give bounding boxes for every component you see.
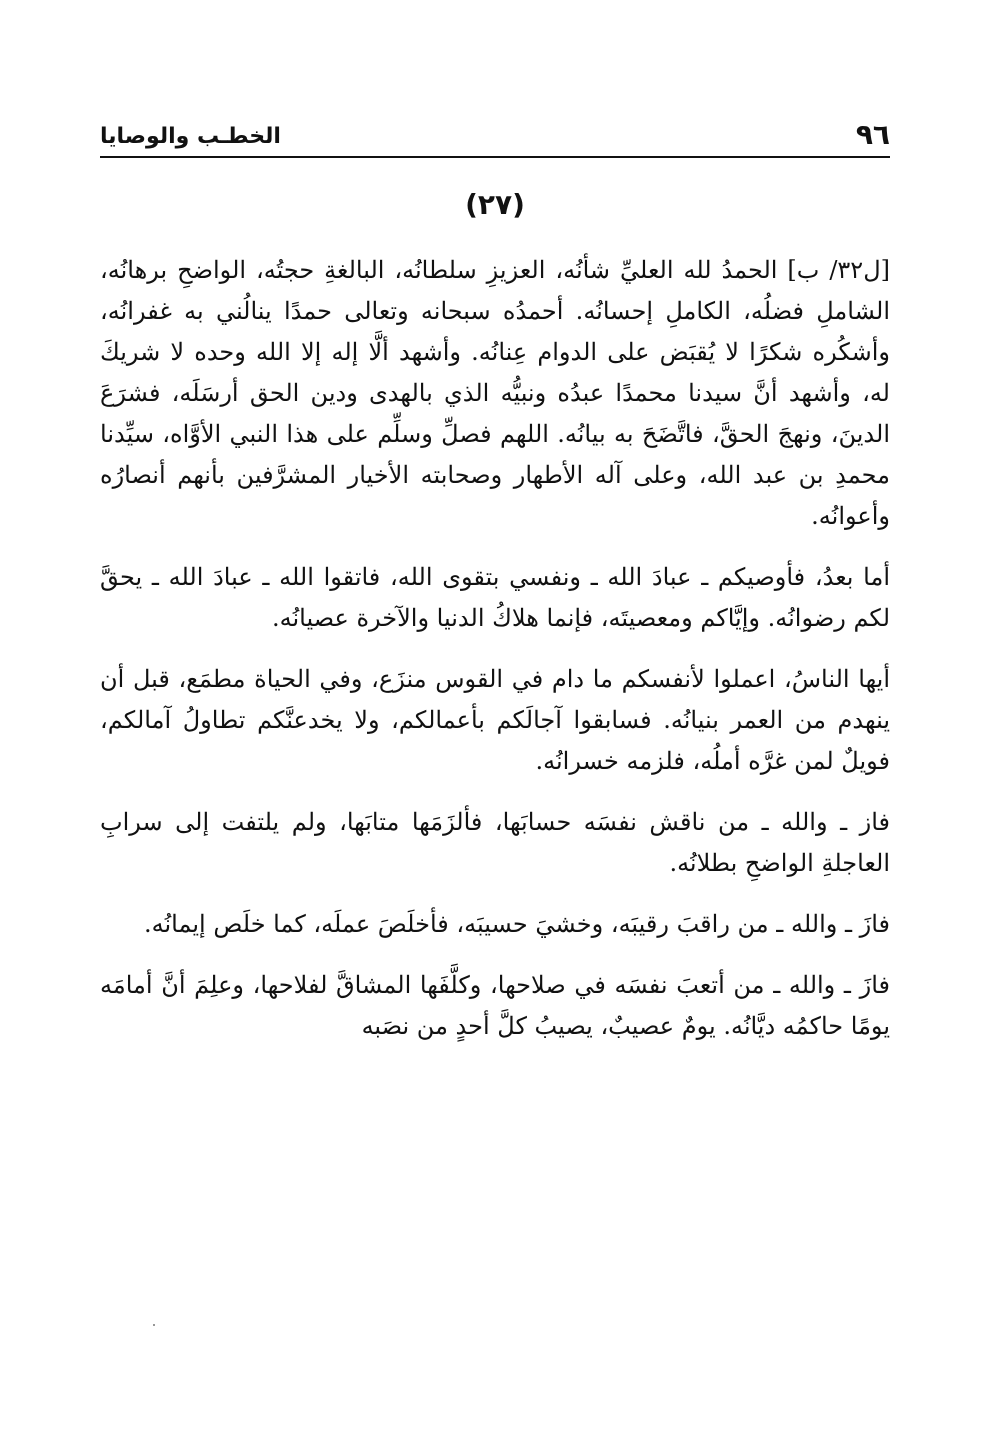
section-number: (٢٧) <box>465 188 525 221</box>
running-header-title: الخطـب والوصايا <box>100 124 281 149</box>
scan-speck <box>153 1324 155 1326</box>
paragraph-opening-praise: [ل٣٢/ ب] الحمدُ لله العليِّ شأنُه، العزيزِ سلطانُه، البالغةِ حجتُه، الواضحِ برهانُه، الشاملِ فضلُه، الكاملِ إحسانُه. أحمدُه سبحانه وتعالى حمدًا ينالُني به غفرانُه، وأشكُره شكرًا لا يُقبَض على الدوام عِنانُه. وأشهد ألَّا إله إلا الله وحده لا شريكَ له، وأشهد أنَّ سيدنا محمدًا عبدُه ونبيُّه الذي بالهدى ودين الحق أرسَلَه، فشرَعَ الدينَ، ونهجَ الحقَّ، فاتَّضَحَ به بيانُه. اللهم فصلِّ وسلِّم على هذا النبي الأوَّاه، سيِّدنا محمدِ بن عبد الله، وعلى آله الأطهار وصحابته الأخيار المشرَّفين بأنهم أنصارُه وأعوانُه. <box>100 256 891 530</box>
paragraph-vigilance: فازَ ـ والله ـ من راقبَ رقيبَه، وخشيَ حسيبَه، فأخلَصَ عملَه، كما خلَص إيمانُه. <box>144 910 890 938</box>
page-number: ٩٦ <box>855 118 890 151</box>
paragraph-exhortation: أما بعدُ، فأوصيكم ـ عبادَ الله ـ ونفسي بتقوى الله، فاتقوا الله ـ عبادَ الله ـ يحقَّ لكم رضوانُه. وإيَّاكم ومعصيتَه، فإنما هلاكُ الدنيا والآخرة عصيانُه. <box>100 563 890 632</box>
running-header <box>100 118 890 158</box>
body-text <box>100 250 890 1067</box>
paragraph-people-address: أيها الناسُ، اعملوا لأنفسكم ما دام في القوس منزَع، وفي الحياة مطمَع، قبل أن ينهدم من العمر بنيانُه. فسابقوا آجالَكم بأعمالكم، ولا يخدعنَّكم تطاولُ آمالكم، فويلٌ لمن غرَّه أملُه، فلزمه خسرانُه. <box>100 665 890 775</box>
header-rule <box>100 156 890 158</box>
paragraph-self-accounting: فاز ـ والله ـ من ناقش نفسَه حسابَها، فألزَمَها متابَها، ولم يلتفت إلى سرابِ العاجلةِ الواضحِ بطلانُه. <box>100 808 891 877</box>
paragraph-effort: فازَ ـ والله ـ من أتعبَ نفسَه في صلاحها، وكلَّفَها المشاقَّ لفلاحها، وعلِمَ أنَّ أمامَه يومًا حاكمُه ديَّانُه. يومٌ عصيبٌ، يصيبُ كلَّ أحدٍ من نصَبه <box>100 971 890 1040</box>
